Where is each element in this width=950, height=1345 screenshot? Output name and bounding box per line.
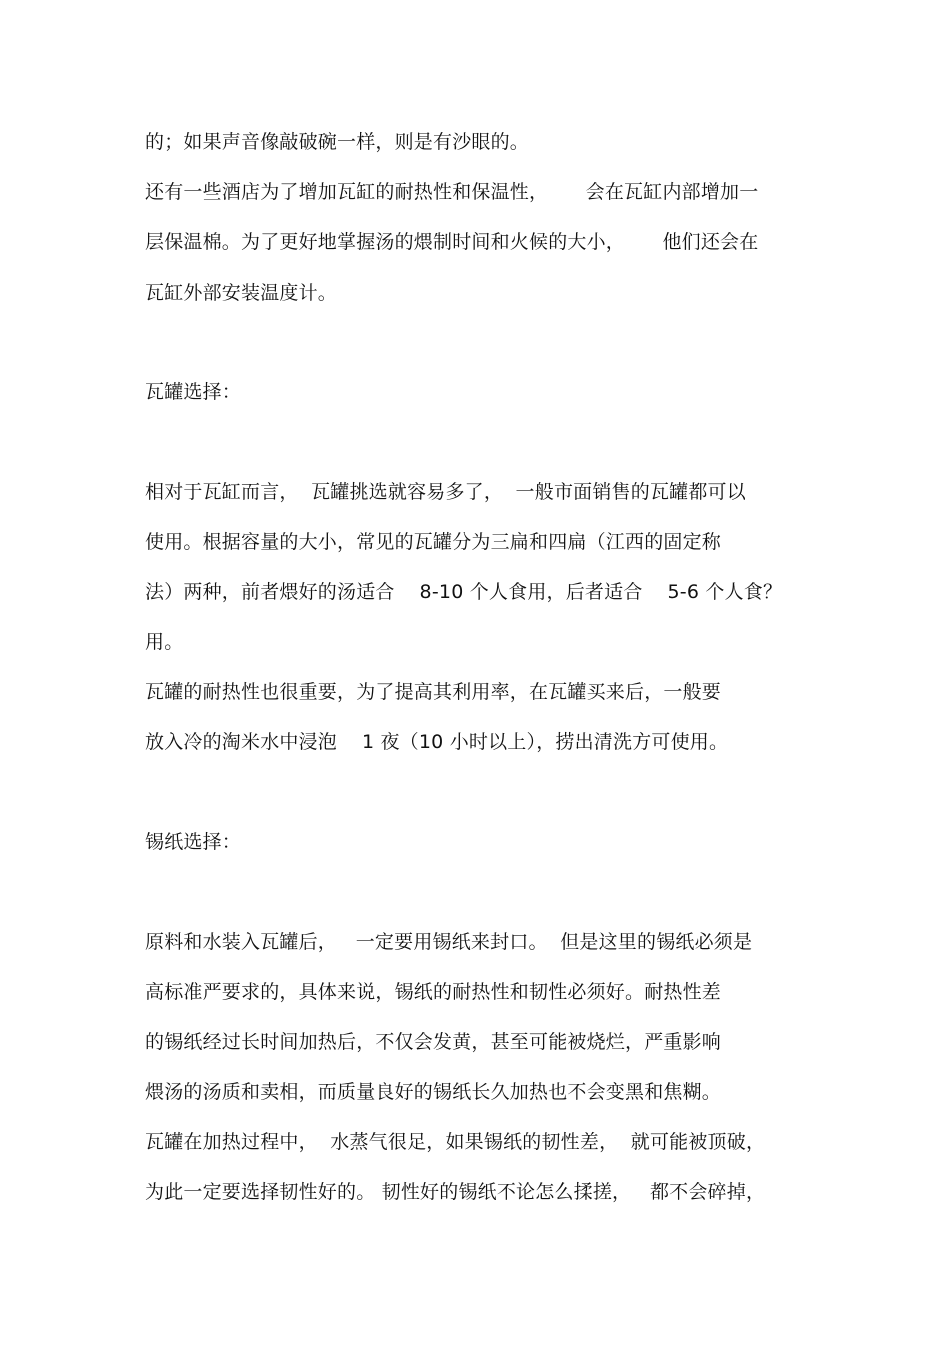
paragraph-line: 层保温棉。为了更好地掌握汤的煨制时间和火候的大小， 他们还会在 — [145, 231, 759, 253]
paragraph-line: 瓦缸外部安装温度计。 — [145, 282, 338, 304]
paragraph-line: 使用。根据容量的大小，常见的瓦罐分为三扁和四扁（江西的固定称 — [145, 531, 722, 553]
paragraph-line: 的锡纸经过长时间加热后，不仅会发黄，甚至可能被烧烂，严重影响 — [145, 1031, 722, 1053]
paragraph-line: 法）两种，前者煨好的汤适合 8-10 个人食用，后者适合 5-6 个人食？ — [145, 581, 783, 603]
paragraph-line: 放入冷的淘米水中浸泡 1 夜（10 小时以上），捞出清洗方可使用。 — [145, 731, 729, 753]
paragraph-line: 原料和水装入瓦罐后， 一定要用锡纸来封口。 但是这里的锡纸必须是 — [145, 931, 753, 953]
paragraph-line: 用。 — [145, 631, 184, 653]
section-heading: 瓦罐选择： — [145, 381, 242, 403]
paragraph-line: 为此一定要选择韧性好的。 韧性好的锡纸不论怎么揉搓， 都不会碎掉， — [145, 1181, 766, 1203]
paragraph-line: 瓦罐在加热过程中， 水蒸气很足，如果锡纸的韧性差， 就可能被顶破， — [145, 1131, 766, 1153]
section-heading: 锡纸选择： — [145, 831, 242, 853]
paragraph-line: 相对于瓦缸而言， 瓦罐挑选就容易多了， 一般市面销售的瓦罐都可以 — [145, 481, 746, 503]
paragraph-line: 还有一些酒店为了增加瓦缸的耐热性和保温性， 会在瓦缸内部增加一 — [145, 181, 759, 203]
paragraph-line: 高标准严要求的，具体来说，锡纸的耐热性和韧性必须好。耐热性差 — [145, 981, 722, 1003]
paragraph-line: 瓦罐的耐热性也很重要，为了提高其利用率，在瓦罐买来后，一般要 — [145, 681, 722, 703]
paragraph-line: 的；如果声音像敲破碗一样，则是有沙眼的。 — [145, 131, 530, 153]
paragraph-line: 煨汤的汤质和卖相，而质量良好的锡纸长久加热也不会变黑和焦糊。 — [145, 1081, 722, 1103]
